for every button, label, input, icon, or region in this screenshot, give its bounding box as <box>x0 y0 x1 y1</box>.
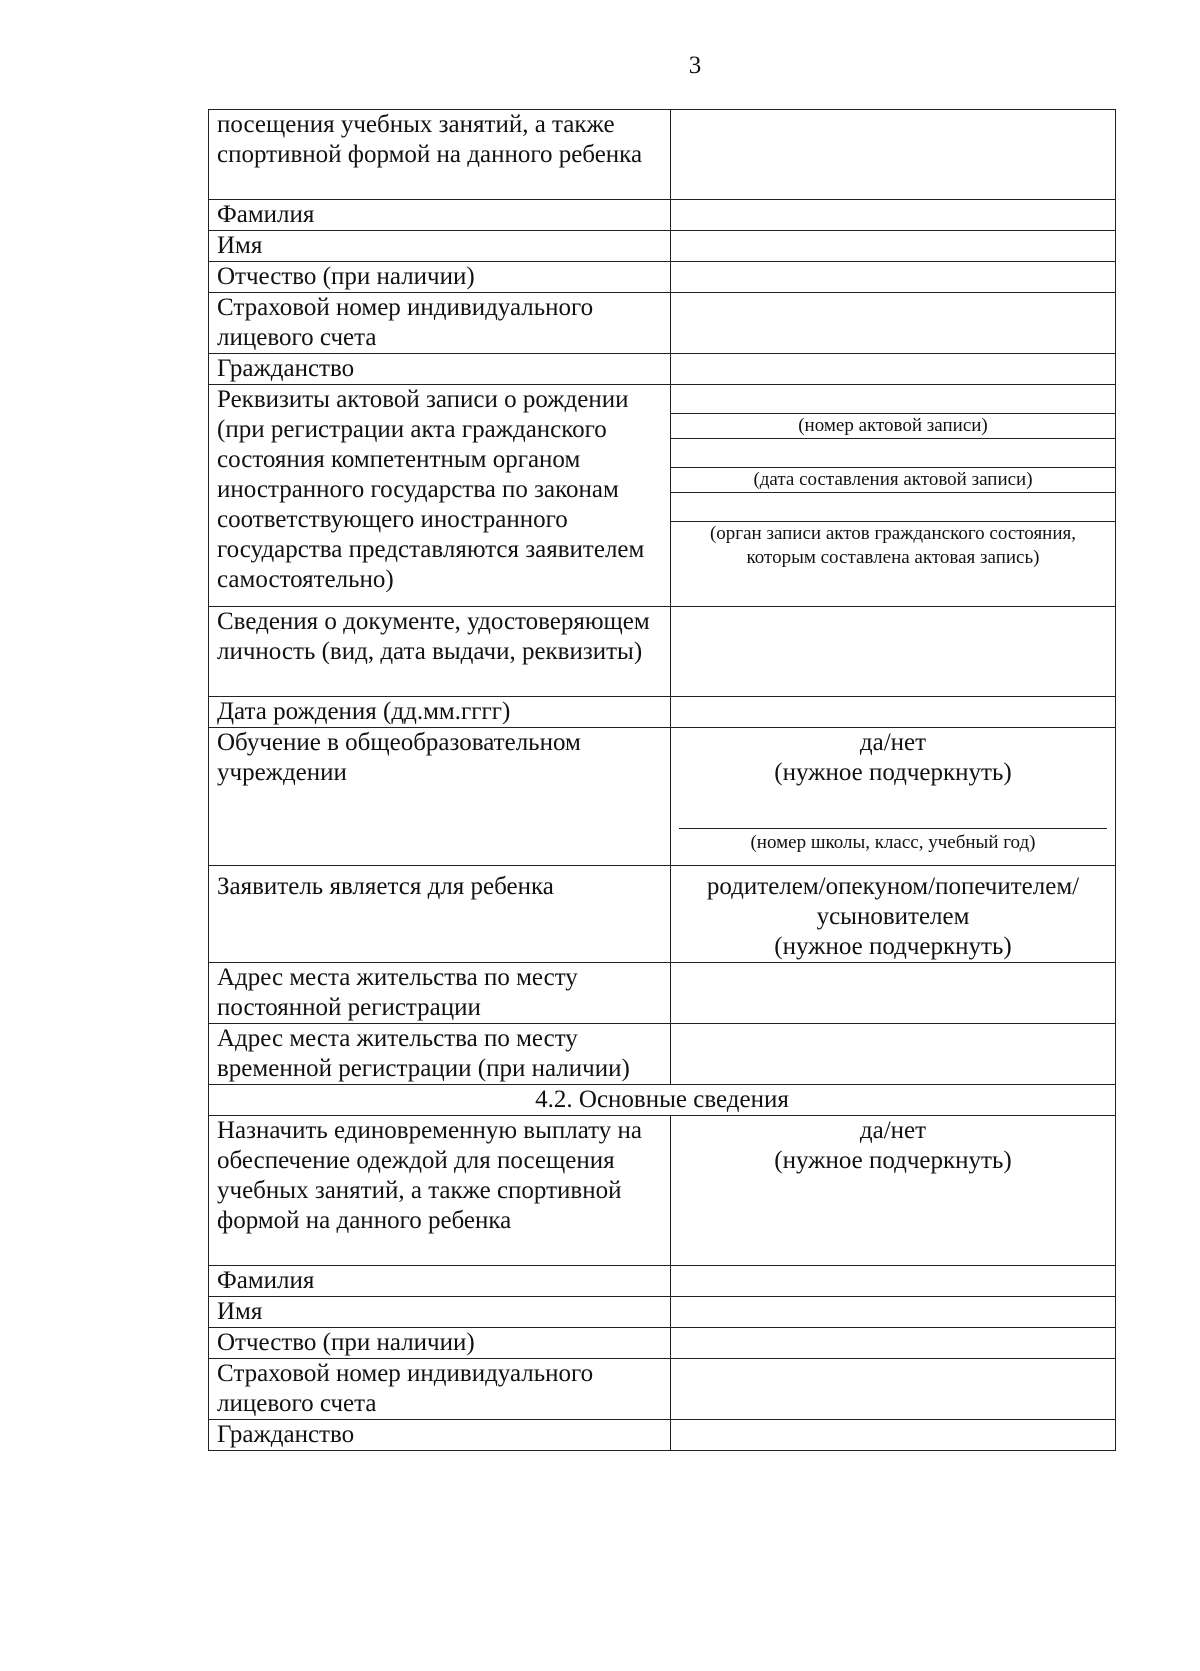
field-value[interactable] <box>671 110 1116 200</box>
citizenship-value[interactable] <box>671 1420 1116 1451</box>
snils-value[interactable] <box>671 1359 1116 1420</box>
birth-record-value <box>671 385 1116 607</box>
table-row <box>209 728 1116 866</box>
field-label: Имя <box>209 231 671 262</box>
table-row <box>209 963 1116 1024</box>
table-row <box>209 697 1116 728</box>
choice-hint: (нужное подчеркнуть) <box>774 1147 1012 1174</box>
table-row <box>209 1359 1116 1420</box>
surname-value[interactable] <box>671 200 1116 231</box>
table-row <box>209 607 1116 697</box>
choice-hint: (нужное подчеркнуть) <box>774 759 1012 786</box>
surname-value[interactable] <box>671 1266 1116 1297</box>
choice-hint: (нужное подчеркнуть) <box>774 933 1012 960</box>
field-label: Обучение в общеобразовательном учреждении <box>209 728 671 866</box>
table-row <box>209 1116 1116 1266</box>
patronymic-value[interactable] <box>671 262 1116 293</box>
snils-value[interactable] <box>671 293 1116 354</box>
table-row <box>209 1266 1116 1297</box>
citizenship-value[interactable] <box>671 354 1116 385</box>
caption: (номер школы, класс, учебный год) <box>750 832 1036 853</box>
school-value <box>671 728 1116 866</box>
table-row <box>209 866 1116 963</box>
permanent-address-value[interactable] <box>671 963 1116 1024</box>
caption: (дата составления актовой записи) <box>671 468 1115 493</box>
name-value[interactable] <box>671 231 1116 262</box>
page-number: 3 <box>688 52 702 79</box>
application-form-table <box>208 109 1116 1451</box>
table-row <box>209 1024 1116 1085</box>
caption: (номер актовой записи) <box>671 414 1115 439</box>
yes-no-choice[interactable]: да/нет <box>859 729 927 756</box>
field-label: Гражданство <box>209 1420 671 1451</box>
birth-record-authority-input[interactable] <box>671 493 1115 522</box>
table-row <box>209 354 1116 385</box>
table-row <box>209 1297 1116 1328</box>
birth-record-number-input[interactable] <box>671 385 1115 414</box>
field-label: Гражданство <box>209 354 671 385</box>
table-row <box>209 293 1116 354</box>
applicant-role-options[interactable]: родителем/опекуном/попечителем/ усыновителем <box>706 873 1080 930</box>
field-label: Адрес места жительства по месту временной регистрации (при наличии) <box>209 1024 671 1085</box>
table-row <box>209 231 1116 262</box>
table-row <box>209 262 1116 293</box>
school-input-line[interactable] <box>679 788 1107 829</box>
field-label: Отчество (при наличии) <box>209 262 671 293</box>
field-label: Фамилия <box>209 1266 671 1297</box>
field-label: Заявитель является для ребенка <box>209 866 671 963</box>
table-row <box>209 385 1116 607</box>
section-header-row <box>209 1085 1116 1116</box>
applicant-role-value <box>671 866 1116 963</box>
field-label: Страховой номер индивидуального лицевого счета <box>209 293 671 354</box>
field-label: посещения учебных занятий, а также спортивной формой на данного ребенка <box>209 110 671 200</box>
table-row <box>209 1328 1116 1359</box>
name-value[interactable] <box>671 1297 1116 1328</box>
field-label: Сведения о документе, удостоверяющем личность (вид, дата выдачи, реквизиты) <box>209 607 671 697</box>
field-label: Адрес места жительства по месту постоянной регистрации <box>209 963 671 1024</box>
field-label: Имя <box>209 1297 671 1328</box>
birth-date-value[interactable] <box>671 697 1116 728</box>
birth-record-date-input[interactable] <box>671 439 1115 468</box>
table-row <box>209 1420 1116 1451</box>
field-label: Фамилия <box>209 200 671 231</box>
table-row <box>209 200 1116 231</box>
field-label: Реквизиты актовой записи о рождении (при регистрации акта гражданского состояния компетентным органом иностранного государства по законам соответствующего иностранного государства представляются заявителем самостоятельно) <box>209 385 671 607</box>
section-title: 4.2. Основные сведения <box>209 1085 1116 1116</box>
payment-choice-value <box>671 1116 1116 1266</box>
temporary-address-value[interactable] <box>671 1024 1116 1085</box>
table-row <box>209 110 1116 200</box>
caption: (орган записи актов гражданского состояния, которым составлена актовая запись) <box>709 523 1077 568</box>
identity-document-value[interactable] <box>671 607 1116 697</box>
patronymic-value[interactable] <box>671 1328 1116 1359</box>
field-label: Отчество (при наличии) <box>209 1328 671 1359</box>
field-label: Страховой номер индивидуального лицевого счета <box>209 1359 671 1420</box>
field-label: Дата рождения (дд.мм.гггг) <box>209 697 671 728</box>
field-label: Назначить единовременную выплату на обеспечение одеждой для посещения учебных занятий, а также спортивной формой на данного ребенка <box>209 1116 671 1266</box>
yes-no-choice[interactable]: да/нет <box>859 1117 927 1144</box>
